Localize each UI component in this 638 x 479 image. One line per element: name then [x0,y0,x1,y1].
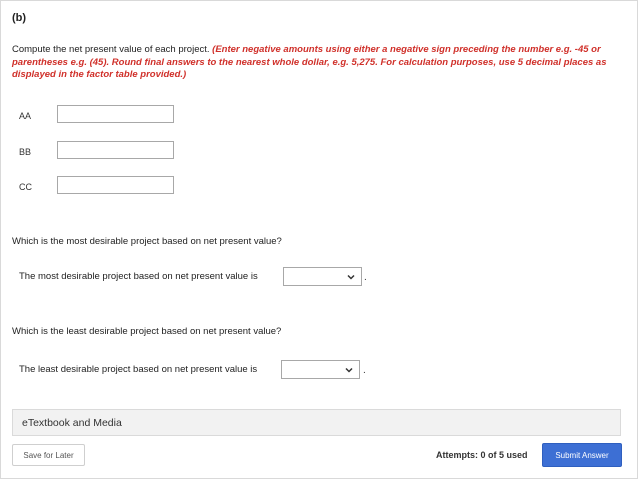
chevron-down-icon [345,366,353,374]
least-desirable-question: Which is the least desirable project based on net present value? [12,326,282,337]
least-period: . [363,365,366,376]
most-desirable-question: Which is the most desirable project based on net present value? [12,236,282,247]
npv-input-bb[interactable] [57,141,174,159]
most-desirable-answer-text: The most desirable project based on net present value is [19,271,258,282]
instructions-text: Compute the net present value of each project. [12,44,213,55]
attempts-counter: Attempts: 0 of 5 used [436,450,528,460]
project-label-bb: BB [19,147,32,157]
instructions [12,44,624,82]
part-label: (b) [12,12,27,24]
most-period: . [364,272,367,283]
save-for-later-button[interactable]: Save for Later [12,444,85,466]
npv-input-cc[interactable] [57,176,174,194]
npv-input-aa[interactable] [57,105,174,123]
project-label-cc: CC [19,182,32,192]
instructions-emphasis: (Enter negative amounts using either a negative sign preceding the number e.g. -45 or parentheses e.g. (45). Round final answers to the nearest whole dollar, e.g. 5,275. For calculation purposes, use 5 decimal places as displayed in the factor table provided.) [12,44,607,80]
least-desirable-select[interactable] [281,360,360,379]
etextbook-media-label: eTextbook and Media [22,417,122,429]
least-desirable-answer-text: The least desirable project based on net present value is [19,364,258,375]
project-label-aa: AA [19,111,32,121]
chevron-down-icon [347,273,355,281]
submit-answer-button[interactable]: Submit Answer [542,443,622,467]
most-desirable-select[interactable] [283,267,362,286]
etextbook-media-bar[interactable] [12,409,621,436]
